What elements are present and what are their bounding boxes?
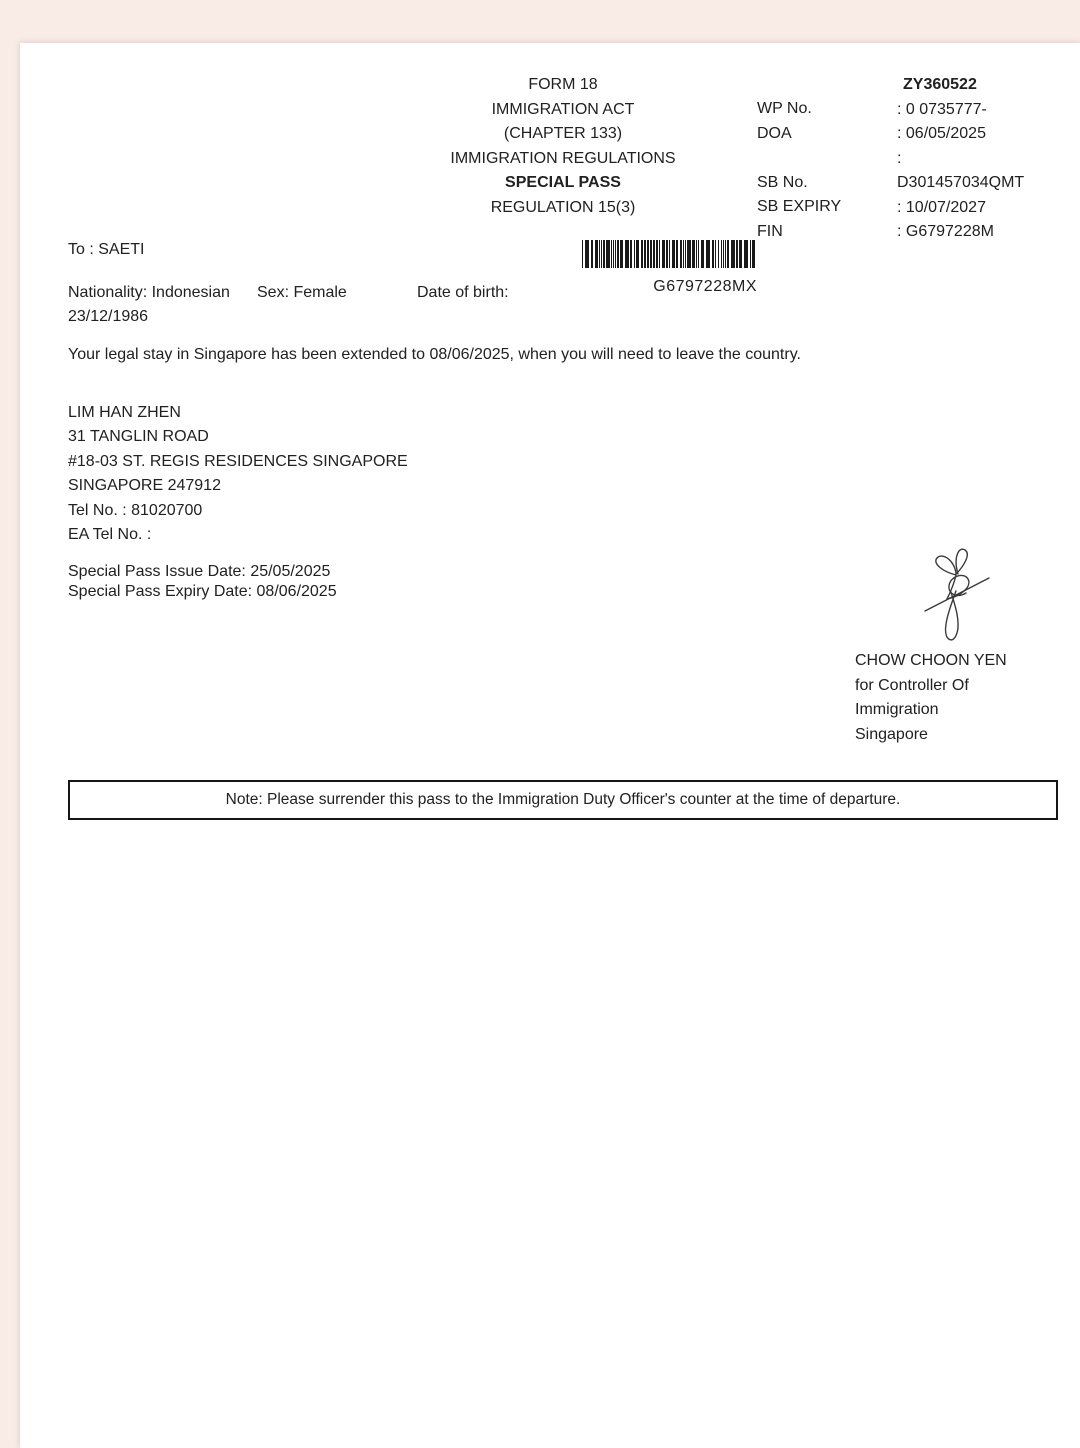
field-label-doa: DOA [757, 124, 792, 142]
field-label-wp-no: WP No. [757, 100, 812, 117]
field-value-doa: : 06/05/2025 [897, 125, 986, 142]
form-regulation-ref: REGULATION 15(3) [490, 198, 636, 216]
form-act: IMMIGRATION ACT [491, 100, 635, 118]
form-number: FORM 18 [528, 76, 598, 93]
field-value-sb-expiry: : 10/07/2027 [897, 198, 986, 216]
signatory-name: CHOW CHOON YEN [855, 652, 1007, 669]
form-pass-type: SPECIAL PASS [505, 174, 621, 191]
signatory-block [855, 649, 1007, 747]
field-label-sb-no: SB No. [757, 173, 808, 191]
recipient-nationality: Nationality: Indonesian [68, 284, 230, 301]
field-label-blank [757, 146, 841, 171]
address-line-2: #18-03 ST. REGIS RESIDENCES SINGAPORE [68, 452, 408, 470]
recipient-particulars [68, 284, 768, 302]
barcode-value: G6797228MX [653, 278, 757, 295]
form-titles [383, 73, 743, 220]
field-label-fin: FIN [757, 222, 783, 240]
field-label-sb-expiry: SB EXPIRY [757, 198, 842, 215]
signatory-title: for Controller Of [855, 676, 969, 694]
address-line-1: 31 TANGLIN ROAD [68, 428, 209, 446]
recipient-dob-label: Date of birth: [417, 284, 509, 301]
field-value-sb-no: D301457034QMT [897, 174, 1025, 191]
header-field-values [897, 73, 1024, 245]
address-tel: Tel No. : 81020700 [68, 501, 203, 519]
field-value-fin: : G6797228M [897, 223, 994, 240]
barcode-icon [582, 240, 757, 268]
address-line-3: SINGAPORE 247912 [68, 477, 221, 495]
note-text: Note: Please surrender this pass to the Immigration Duty Officer's counter at the time of departure. [225, 791, 901, 808]
signature [918, 543, 994, 647]
field-value-blank: : [897, 149, 902, 167]
form-regulations: IMMIGRATION REGULATIONS [450, 149, 676, 167]
header-field-labels [757, 97, 841, 244]
signature-icon [918, 543, 994, 647]
recipient-dob-value: 23/12/1986 [68, 308, 149, 325]
note-box [68, 780, 1058, 820]
pass-expiry-date: Special Pass Expiry Date: 08/06/2025 [68, 583, 337, 601]
signatory-country: Singapore [855, 725, 928, 743]
address-ea-tel: EA Tel No. : [68, 526, 152, 544]
reference-number: ZY360522 [903, 76, 977, 93]
recipient-sex: Sex: Female [257, 284, 347, 301]
address-name: LIM HAN ZHEN [68, 404, 181, 421]
stay-notice: Your legal stay in Singapore has been extended to 08/06/2025, when you will need to leave the country. [68, 346, 801, 363]
address-block [68, 401, 408, 547]
recipient-to-line: To : SAETI [68, 241, 145, 258]
field-value-wp-no: : 0 0735777- [897, 100, 987, 118]
document-page [20, 43, 1080, 1448]
signatory-org: Immigration [855, 701, 939, 718]
pass-issue-date: Special Pass Issue Date: 25/05/2025 [68, 563, 331, 580]
form-chapter: (CHAPTER 133) [503, 125, 623, 142]
pass-dates [68, 562, 337, 603]
